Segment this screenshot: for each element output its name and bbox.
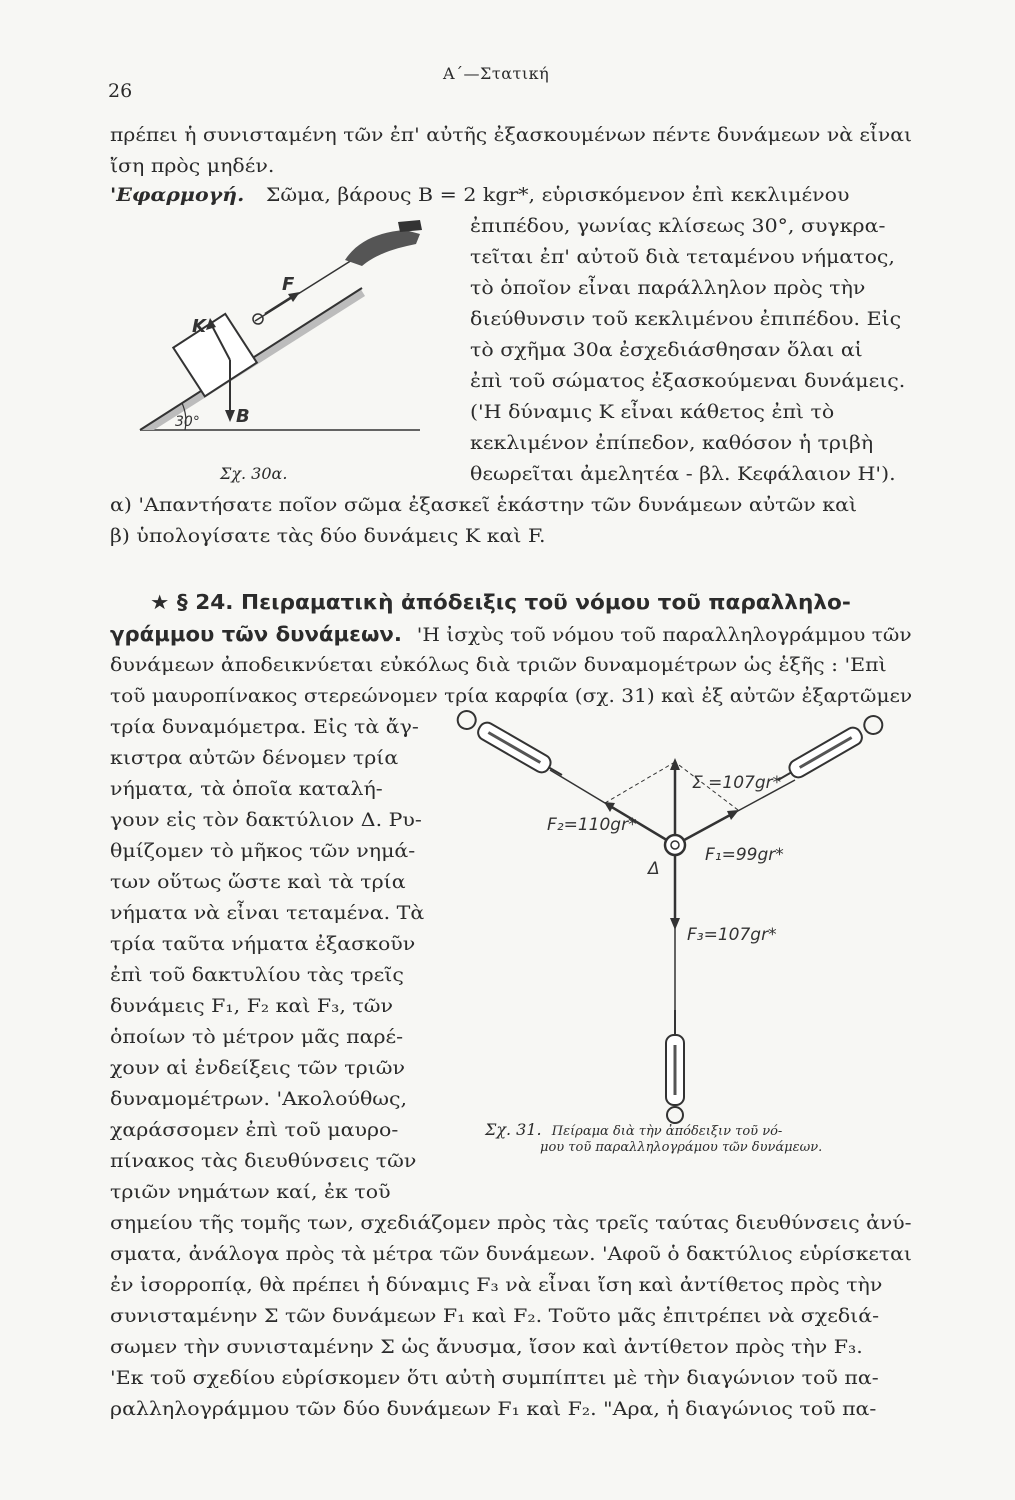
vector-F1-head xyxy=(727,810,739,820)
left-col-line: τρία ταῦτα νήματα ἐξασκοῦν xyxy=(110,933,416,955)
left-col-line: ὁποίων τὸ μέτρον μᾶς παρέ- xyxy=(110,1026,404,1048)
figure-31-caption xyxy=(485,1120,782,1139)
application-line: ἐπιπέδου, γωνίας κλίσεως 30°, συγκρα- xyxy=(470,215,886,237)
vector-F3-head xyxy=(670,918,680,930)
label-B: B xyxy=(236,406,250,427)
left-col-line: των οὕτως ὥστε καὶ τὰ τρία xyxy=(110,871,406,893)
section-title-cont: γράμμου τῶν δυνάμεων. xyxy=(110,622,402,646)
label-F3: F₃=107gr* xyxy=(687,925,777,945)
application-line: θεωρεῖται ἀμελητέα - βλ. Κεφάλαιον Η'). xyxy=(470,463,896,485)
label-sigma: Σ =107gr* xyxy=(692,773,782,793)
label-K: K xyxy=(192,316,206,337)
application-line: τὸ σχῆμα 30α ἐσχεδιάσθησαν ὅλαι αἱ xyxy=(470,339,863,361)
section-line: τοῦ μαυροπίνακος στερεώνομεν τρία καρφία (σχ. 31) καὶ ἐξ αὐτῶν ἐξαρτῶμεν xyxy=(110,685,913,707)
label-D: Δ xyxy=(648,859,660,879)
caption-label: Σχ. 31. xyxy=(485,1120,542,1139)
section-heading-line-2 xyxy=(110,622,912,647)
application-line: ('Η δύναμις K εἶναι κάθετος ἐπὶ τὸ xyxy=(470,401,835,423)
dynamometer-bottom xyxy=(666,1010,684,1123)
section-line: δυνάμεων ἀποδεικνύεται εὐκόλως διὰ τριῶν δυναμομέτρων ὡς ἑξῆς : 'Επὶ xyxy=(110,654,887,676)
bottom-line: ραλληλογράμμου τῶν δύο δυνάμεων F₁ καὶ F₂. "Αρα, ἡ διαγώνιος τοῦ πα- xyxy=(110,1398,877,1420)
running-title: Α΄—Στατική xyxy=(443,64,550,83)
section-intro: 'Η ἰσχὺς τοῦ νόμου τοῦ παραλληλογράμμου τῶν xyxy=(416,624,912,646)
left-col-line: νήματα, τὰ ὁποῖα καταλή- xyxy=(110,778,383,800)
bottom-line: σημείου τῆς τομῆς των, σχεδιάζομεν πρὸς τὰς τρεῖς ταύτας διευθύνσεις ἀνύ- xyxy=(110,1212,912,1234)
figure-31 xyxy=(430,700,910,1130)
bottom-line: 'Εκ τοῦ σχεδίου εὑρίσκομεν ὅτι αὐτὴ συμπίπτει μὲ τὴν διαγώνιον τοῦ πα- xyxy=(110,1367,879,1389)
hand-icon xyxy=(345,230,420,266)
question-b: β) ὑπολογίσατε τὰς δύο δυνάμεις K καὶ F. xyxy=(110,525,546,547)
dynamometer-left xyxy=(454,708,566,783)
application-line: διεύθυνσιν τοῦ κεκλιμένου ἐπιπέδου. Εἰς xyxy=(470,308,902,330)
application-line: τὸ ὁποῖον εἶναι παράλληλον πρὸς τὴν xyxy=(470,277,866,299)
application-label: 'Εφαρμογή. xyxy=(110,184,245,206)
dynamometer-right xyxy=(774,713,886,788)
left-col-line: πίνακος τὰς διευθύνσεις τῶν xyxy=(110,1150,417,1172)
left-col-line: δυνάμεις F₁, F₂ καὶ F₃, τῶν xyxy=(110,995,394,1017)
left-col-line: νήματα νὰ εἶναι τεταμένα. Τὰ xyxy=(110,902,425,924)
bottom-line: ἐν ἰσορροπίᾳ, θὰ πρέπει ἡ δύναμις F₃ νὰ εἶναι ἴση καὶ ἀντίθετος πρὸς τὴν xyxy=(110,1274,883,1296)
bottom-line: σματα, ἀνάλογα πρὸς τὰ μέτρα τῶν δυνάμεων. 'Αφοῦ ὁ δακτύλιος εὑρίσκεται xyxy=(110,1243,912,1265)
figure-30a xyxy=(130,210,460,480)
page-number: 26 xyxy=(108,80,133,102)
caption-line-1: Πείραμα διὰ τὴν ἀπόδειξιν τοῦ νό- xyxy=(551,1124,783,1139)
left-col-line: θμίζομεν τὸ μῆκος τῶν νημά- xyxy=(110,840,416,862)
application-line: κεκλιμένον ἐπίπεδον, καθόσον ἡ τριβὴ xyxy=(470,432,874,454)
label-F1: F₁=99gr* xyxy=(705,845,784,865)
parallelogram-side xyxy=(605,762,675,803)
application-first-line xyxy=(110,183,849,207)
left-col-line: χουν αἱ ἐνδείξεις τῶν τριῶν xyxy=(110,1057,405,1079)
left-col-line: τρία δυναμόμετρα. Εἰς τὰ ἄγ- xyxy=(110,716,419,738)
caption-line-2: μου τοῦ παραλληλογράμου τῶν δυνάμεων. xyxy=(540,1140,823,1155)
bottom-line: συνισταμένην Σ τῶν δυνάμεων F₁ καὶ F₂. Τοῦτο μᾶς ἐπιτρέπει νὰ σχεδιά- xyxy=(110,1305,880,1327)
intro-line-1: πρέπει ἡ συνισταμένη τῶν ἐπ' αὐτῆς ἐξασκουμένων πέντε δυνάμεων νὰ εἶναι xyxy=(110,124,913,146)
intro-line-2: ἴση πρὸς μηδέν. xyxy=(110,155,275,177)
application-line: τεῖται ἐπ' αὐτοῦ διὰ τεταμένου νήματος, xyxy=(470,246,895,268)
angle-label: 30° xyxy=(175,414,200,430)
label-F2: F₂=110gr* xyxy=(547,815,637,835)
section-heading xyxy=(150,590,851,614)
section-title: § 24. Πειραματικὴ ἀπόδειξις τοῦ νόμου τοῦ παραλληλο- xyxy=(176,590,851,614)
hand-cuff xyxy=(398,220,422,232)
force-B-head xyxy=(225,410,235,422)
star-icon: ★ xyxy=(150,590,170,614)
left-col-line: χαράσσομεν ἐπὶ τοῦ μαυρο- xyxy=(110,1119,399,1141)
question-a: α) 'Απαντήσατε ποῖον σῶμα ἐξασκεῖ ἑκάστην τῶν δυνάμεων αὐτῶν καὶ xyxy=(110,494,858,516)
bottom-line: σωμεν τὴν συνισταμένην Σ ὡς ἄνυσμα, ἴσον καὶ ἀντίθετον πρὸς τὴν F₃. xyxy=(110,1336,863,1358)
application-text: Σῶμα, βάρους B = 2 kgr*, εὑρισκόμενον ἐπὶ κεκλιμένου xyxy=(265,184,850,206)
application-line: ἐπὶ τοῦ σώματος ἐξασκούμεναι δυνάμεις. xyxy=(470,370,906,392)
figure-30a-caption: Σχ. 30α. xyxy=(220,464,288,483)
left-col-line: δυναμομέτρων. 'Ακολούθως, xyxy=(110,1088,408,1110)
label-F: F xyxy=(282,274,295,295)
left-col-line: τριῶν νημάτων καί, ἐκ τοῦ xyxy=(110,1181,391,1203)
left-col-line: γουν εἰς τὸν δακτύλιον Δ. Ρυ- xyxy=(110,809,422,831)
left-col-line: ἐπὶ τοῦ δακτυλίου τὰς τρεῖς xyxy=(110,964,404,986)
left-col-line: κιστρα αὐτῶν δένομεν τρία xyxy=(110,747,399,769)
